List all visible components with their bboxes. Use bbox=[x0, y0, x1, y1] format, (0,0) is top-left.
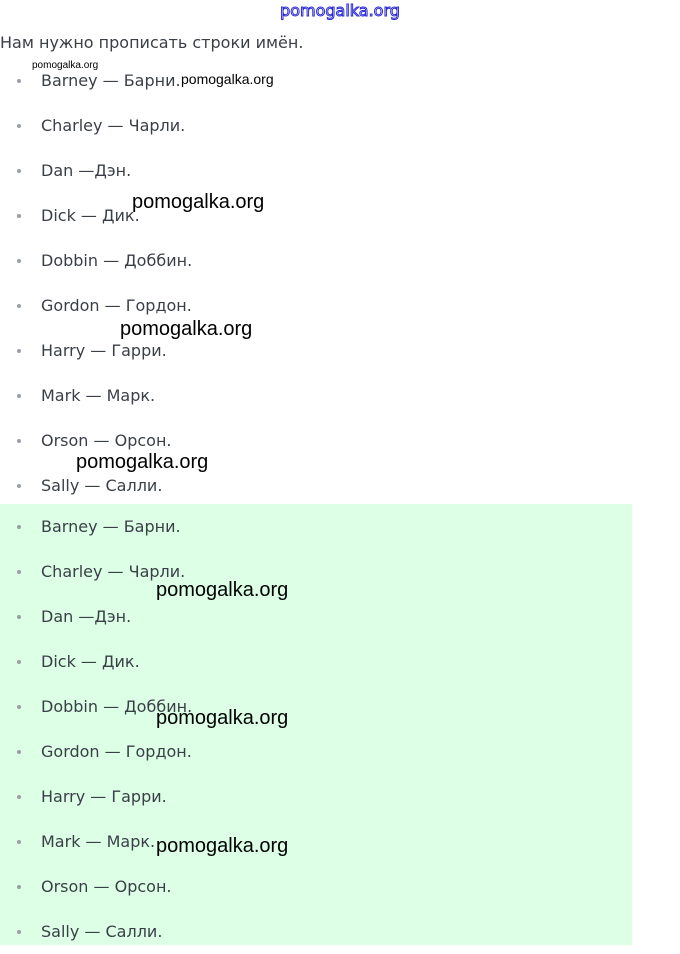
list-item bbox=[0, 594, 632, 639]
watermark: pomogalka.org bbox=[76, 451, 209, 473]
list-item-text: Mark — Марк. bbox=[41, 386, 156, 405]
bullet-icon bbox=[17, 439, 21, 443]
bullet-icon bbox=[17, 615, 21, 619]
list-item-text: Charley — Чарли. bbox=[41, 116, 186, 135]
list-item bbox=[0, 193, 632, 238]
list-item-text: Orson — Орсон. bbox=[41, 877, 172, 896]
list-item bbox=[0, 909, 632, 954]
list-item-text: Dan —Дэн. bbox=[41, 607, 132, 626]
list-item bbox=[0, 373, 632, 418]
bullet-icon bbox=[17, 570, 21, 574]
list-item bbox=[0, 103, 632, 148]
watermark: pomogalka.org bbox=[156, 707, 289, 729]
bullet-icon bbox=[17, 705, 21, 709]
bullet-icon bbox=[17, 394, 21, 398]
list-item bbox=[0, 238, 632, 283]
list-item bbox=[0, 504, 632, 549]
list-item-text: Charley — Чарли. bbox=[41, 562, 186, 581]
watermark: pomogalka.org bbox=[181, 71, 274, 87]
answer-names-list bbox=[0, 504, 632, 945]
bullet-icon bbox=[17, 304, 21, 308]
list-item bbox=[0, 729, 632, 774]
bullet-icon bbox=[17, 885, 21, 889]
list-item bbox=[0, 819, 632, 864]
list-item-text: Dobbin — Доббин. bbox=[41, 697, 193, 716]
bullet-icon bbox=[17, 124, 21, 128]
list-item bbox=[0, 328, 632, 373]
bullet-icon bbox=[17, 214, 21, 218]
bullet-icon bbox=[17, 750, 21, 754]
list-item-text: Dick — Дик. bbox=[41, 652, 140, 671]
watermark: pomogalka.org bbox=[32, 60, 99, 71]
bullet-icon bbox=[17, 840, 21, 844]
names-list bbox=[0, 58, 632, 508]
bullet-icon bbox=[17, 259, 21, 263]
list-item bbox=[0, 774, 632, 819]
list-item-text: Barney — Барни. bbox=[41, 517, 181, 536]
list-item bbox=[0, 283, 632, 328]
list-item-text: Dan —Дэн. bbox=[41, 161, 132, 180]
intro-text: Нам нужно прописать строки имён. bbox=[0, 33, 304, 52]
site-logo[interactable]: pomogalka.org bbox=[280, 1, 400, 20]
list-item bbox=[0, 639, 632, 684]
bullet-icon bbox=[17, 79, 21, 83]
bullet-icon bbox=[17, 349, 21, 353]
bullet-icon bbox=[17, 484, 21, 488]
bullet-icon bbox=[17, 169, 21, 173]
list-item bbox=[0, 864, 632, 909]
watermark: pomogalka.org bbox=[156, 579, 289, 601]
watermark: pomogalka.org bbox=[120, 318, 253, 340]
list-item bbox=[0, 684, 632, 729]
list-item bbox=[0, 549, 632, 594]
watermark: pomogalka.org bbox=[156, 835, 289, 857]
list-item-text: Gordon — Гордон. bbox=[41, 742, 192, 761]
list-item-text: Mark — Марк. bbox=[41, 832, 156, 851]
list-item-text: Sally — Салли. bbox=[41, 922, 163, 941]
bullet-icon bbox=[17, 660, 21, 664]
bullet-icon bbox=[17, 795, 21, 799]
list-item-text: Harry — Гарри. bbox=[41, 787, 167, 806]
list-item-text: Gordon — Гордон. bbox=[41, 296, 192, 315]
list-item-text: Orson — Орсон. bbox=[41, 431, 172, 450]
bullet-icon bbox=[17, 525, 21, 529]
list-item-text: Sally — Салли. bbox=[41, 476, 163, 495]
list-item-text: Barney — Барни. bbox=[41, 71, 181, 90]
list-item-text: Harry — Гарри. bbox=[41, 341, 167, 360]
bullet-icon bbox=[17, 930, 21, 934]
list-item bbox=[0, 148, 632, 193]
list-item-text: Dobbin — Доббин. bbox=[41, 251, 193, 270]
list-item-text: Dick — Дик. bbox=[41, 206, 140, 225]
watermark: pomogalka.org bbox=[132, 191, 265, 213]
